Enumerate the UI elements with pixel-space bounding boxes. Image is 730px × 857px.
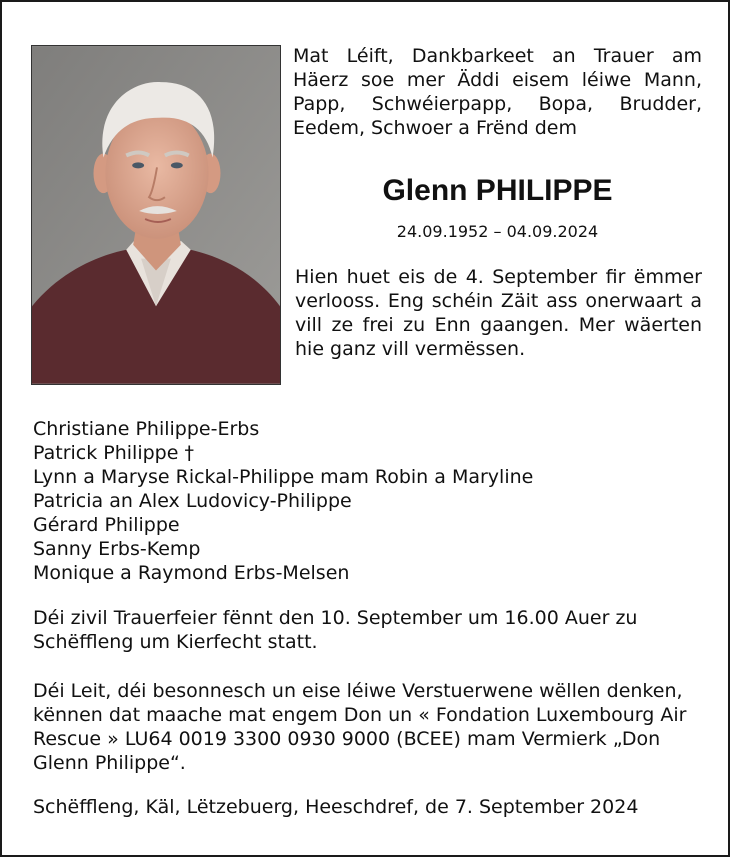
family-member: Patrick Philippe † xyxy=(33,442,194,464)
ceremony-info: Déi zivil Trauerfeier fënnt den 10. September um 16.00 Auer zu Schëffleng um Kierfecht statt. xyxy=(33,607,638,653)
family-list xyxy=(33,417,703,585)
donation-info: Déi Leit, déi besonnesch un eise léiwe Verstuerwene wëllen denken, kënnen dat maache mat engem Don un « Fondation Luxembourg Air Rescue » LU64 0019 3300 0930 9000 (BCEE) mam Vermierk „Don Glenn Philippe“. xyxy=(33,680,687,774)
portrait-photo xyxy=(31,45,281,385)
family-member: Monique a Raymond Erbs-Melsen xyxy=(33,562,350,584)
intro-text: Mat Léift, Dankbarkeet an Trauer am Häerz soe mer Äddi eisem léiwe Mann, Papp, Schwéierpapp, Bopa, Brudder, Eedem, Schwoer a Frënd dem xyxy=(293,45,702,139)
family-member: Patricia an Alex Ludovicy-Philippe xyxy=(33,490,352,512)
place-and-date: Schëffleng, Käl, Lëtzebuerg, Heeschdref, de 7. September 2024 xyxy=(33,796,639,818)
family-member: Christiane Philippe-Erbs xyxy=(33,418,260,440)
family-member: Gérard Philippe xyxy=(33,514,180,536)
portrait-illustration xyxy=(32,46,280,384)
deceased-name: Glenn PHILIPPE xyxy=(382,174,613,207)
family-member: Sanny Erbs-Kemp xyxy=(33,538,201,560)
life-dates: 24.09.1952 – 04.09.2024 xyxy=(396,222,599,241)
farewell-message: Hien huet eis de 4. September fir ëmmer verlooss. Eng schéin Zäit ass onerwaart a vill ze frei zu Enn gaangen. Mer wäerten hie ganz vill vermëssen. xyxy=(295,266,702,360)
family-member: Lynn a Maryse Rickal-Philippe mam Robin a Maryline xyxy=(33,466,534,488)
